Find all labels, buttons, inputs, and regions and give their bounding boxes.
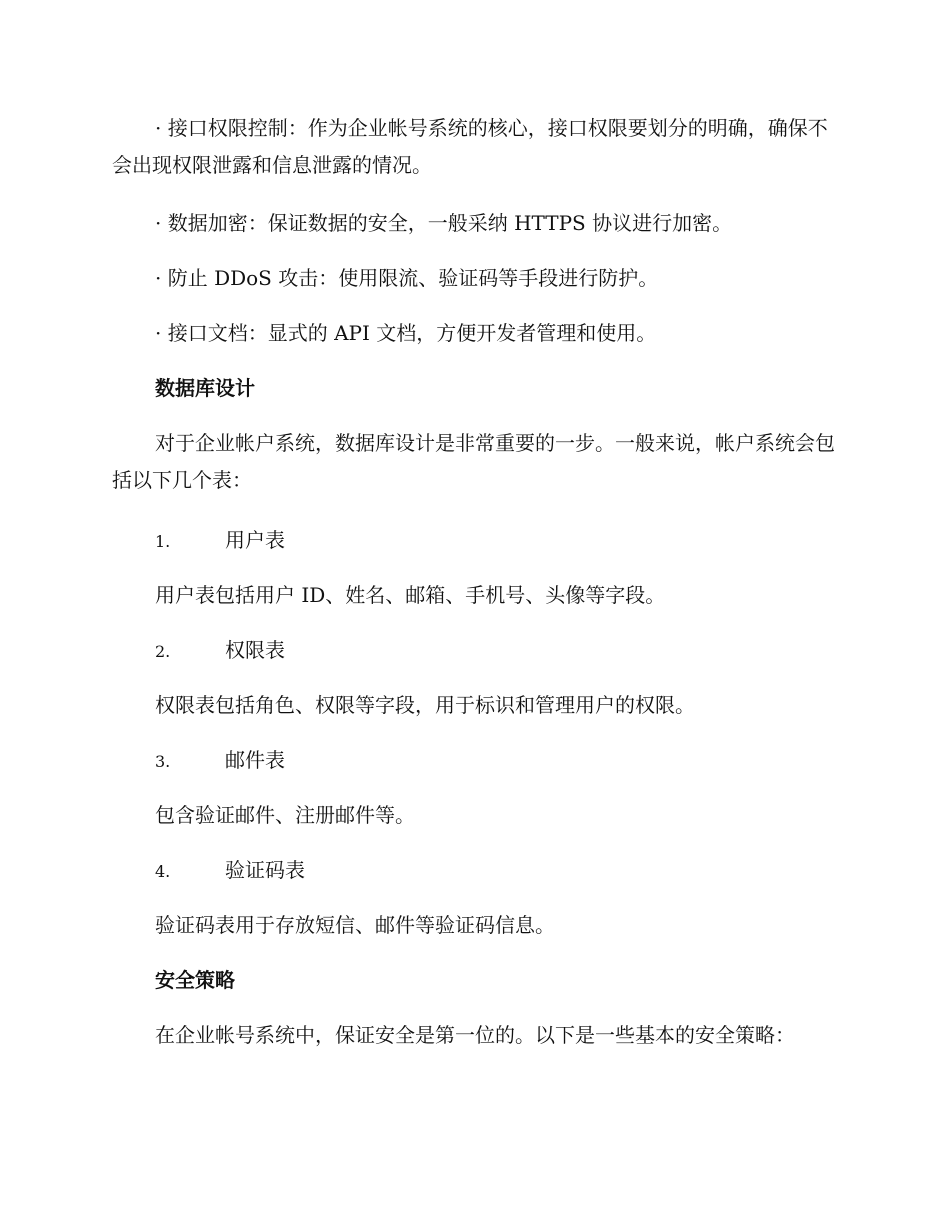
table-item-name: 验证码表 [225,858,305,882]
table-item-2 [155,632,285,670]
table-item-1 [155,522,285,560]
section-heading-security: 安全策略 [155,968,235,992]
table-item-desc: 用户表包括用户 ID、姓名、邮箱、手机号、头像等字段。 [155,583,666,607]
table-item-name: 邮件表 [225,748,285,772]
bullet-api-docs: · 接口文档：显式的 API 文档，方便开发者管理和使用。 [155,321,657,345]
bullet-api-permission: · 接口权限控制：作为企业帐号系统的核心，接口权限要划分的明确，确保不会出现权限泄露和信息泄露的情况。 [112,116,828,177]
table-item-desc: 权限表包括角色、权限等字段，用于标识和管理用户的权限。 [155,693,695,717]
table-item-number: 1. [155,532,171,551]
table-item-name: 用户表 [225,528,285,552]
bullet-data-encryption: · 数据加密：保证数据的安全，一般采纳 HTTPS 协议进行加密。 [155,211,733,235]
security-intro: 在企业帐号系统中，保证安全是第一位的。以下是一些基本的安全策略： [155,1023,795,1047]
table-item-number: 4. [155,862,171,881]
table-item-desc: 验证码表用于存放短信、邮件等验证码信息。 [155,913,555,937]
table-item-number: 2. [155,642,171,661]
table-item-3 [155,742,285,780]
table-item-desc: 包含验证邮件、注册邮件等。 [155,803,415,827]
section-heading-database: 数据库设计 [155,376,255,400]
bullet-ddos-protection: · 防止 DDoS 攻击：使用限流、验证码等手段进行防护。 [155,266,659,290]
database-intro: 对于企业帐户系统，数据库设计是非常重要的一步。一般来说，帐户系统会包括以下几个表： [112,431,835,492]
table-item-name: 权限表 [225,638,285,662]
table-item-number: 3. [155,752,171,771]
table-item-4 [155,852,305,890]
